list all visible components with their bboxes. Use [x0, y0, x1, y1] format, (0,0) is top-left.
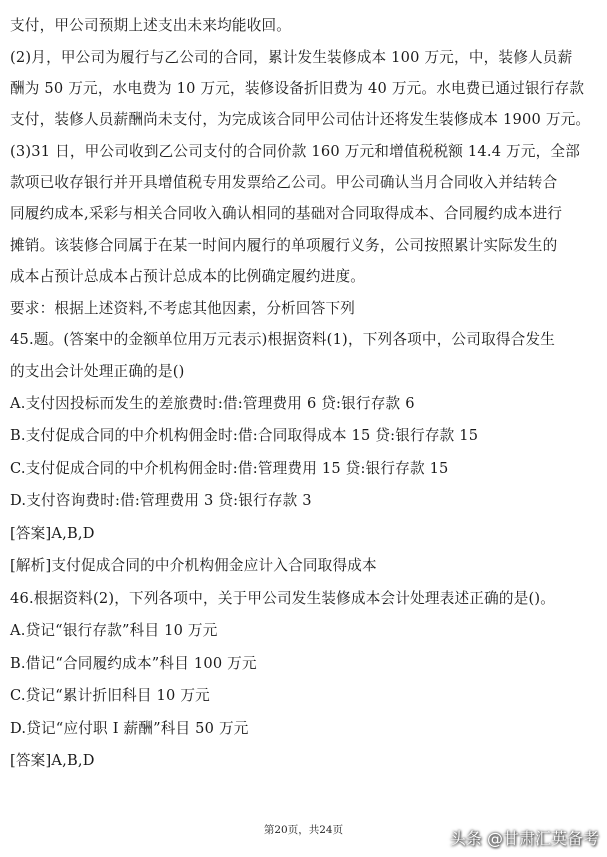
text-line: 摊销。该装修合同属于在某一时间内履行的单项履行义务，公司按照累计实际发生的	[10, 237, 558, 254]
question-45: 45.题。(答案中的金额单位用万元表示)根据资料(1)，下列各项中，公司取得合发生	[10, 331, 556, 348]
question-45-cont: 的支出会计处理正确的是()	[10, 363, 185, 380]
option-d: D.支付咨询费时:借:管理费用 3 贷:银行存款 3	[10, 492, 312, 509]
text-line: (2)月，甲公司为履行与乙公司的合同，累计发生装修成本 100 万元，中，装修人员薪	[10, 49, 573, 66]
option-c: C.支付促成合同的中介机构佣金时:借:管理费用 15 贷:银行存款 15	[10, 460, 449, 477]
text-line: 支付，甲公司预期上述支出未来均能收回。	[10, 17, 292, 34]
text-line: (3)31 日，甲公司收到乙公司支付的合同价款 160 万元和增值税税额 14.4 万元，全部	[10, 143, 581, 160]
option-b: B.借记“合同履约成本”科目 100 万元	[10, 655, 257, 672]
text-line: 支付，装修人员薪酬尚未支付，为完成该合同甲公司估计还将发生装修成本 1900 万元。	[10, 111, 591, 128]
analysis-45: [解析]支付促成合同的中介机构佣金应计入合同取得成本	[10, 557, 377, 574]
option-b: B.支付促成合同的中介机构佣金时:借:合同取得成本 15 贷:银行存款 15	[10, 427, 479, 444]
option-c: C.贷记“累计折旧科目 10 万元	[10, 687, 210, 704]
text-line: 同履约成本,采彩与相关合同收入确认相同的基础对合同取得成本、合同履约成本进行	[10, 205, 563, 222]
text-line: 酬为 50 万元，水电费为 10 万元，装修设备折旧费为 40 万元。水电费已通过银行存款	[10, 80, 585, 97]
watermark: 头条 @甘肃汇英备考	[449, 829, 599, 848]
text-line: 款项已收存银行并开具增值税专用发票给乙公司。甲公司确认当月合同收入并结转合	[10, 174, 558, 191]
text-line: 成本占预计总成本占预计总成本的比例确定履约进度。	[10, 268, 366, 285]
option-a: A.贷记“银行存款”科目 10 万元	[10, 622, 218, 639]
page-number: 第20页，共24页	[263, 824, 344, 836]
answer-46: [答案]A,B,D	[10, 752, 95, 769]
option-d: D.贷记“应付职 I 薪酬”科目 50 万元	[10, 720, 249, 737]
question-46: 46.根据资料(2)，下列各项中，关于甲公司发生装修成本会计处理表述正确的是()。	[10, 590, 556, 607]
option-a: A.支付因投标而发生的差旅费时:借:管理费用 6 贷:银行存款 6	[10, 395, 415, 412]
requirement-line: 要求：根据上述资料,不考虑其他因素，分析回答下列	[10, 300, 356, 317]
answer-45: [答案]A,B,D	[10, 525, 95, 542]
